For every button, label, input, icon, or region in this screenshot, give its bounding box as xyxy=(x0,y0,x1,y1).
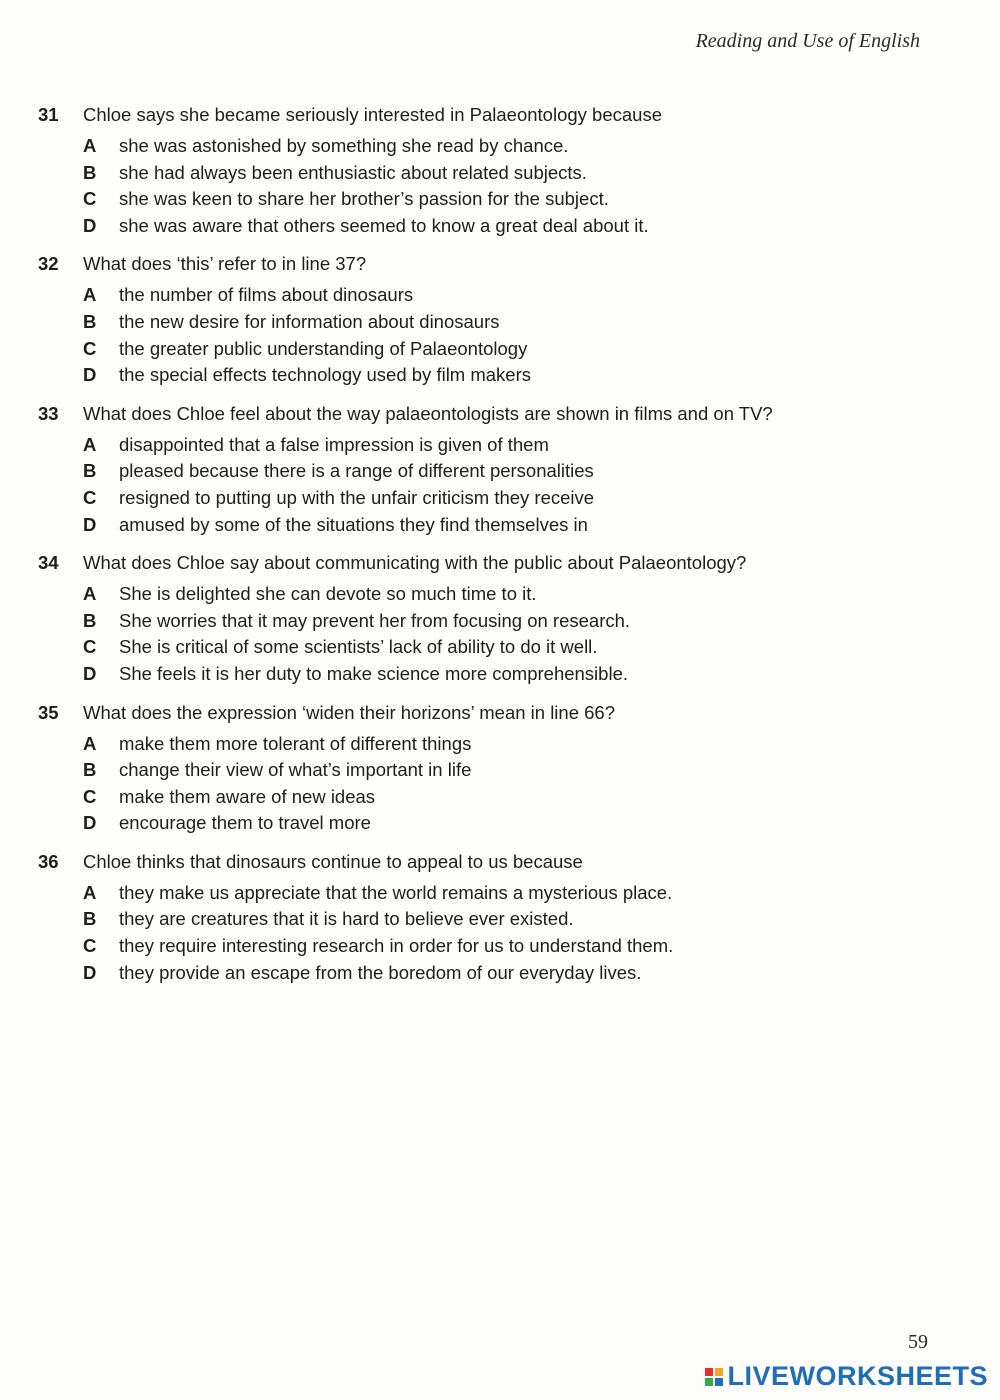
answer-option-c[interactable] xyxy=(83,784,938,811)
question-32 xyxy=(38,251,938,388)
logo-square xyxy=(705,1368,713,1376)
option-text: they make us appreciate that the world remains a mysterious place. xyxy=(119,881,673,903)
answer-options xyxy=(38,880,938,986)
option-text: encourage them to travel more xyxy=(119,812,371,834)
logo-square xyxy=(705,1378,713,1386)
option-letter: A xyxy=(83,284,97,306)
question-33 xyxy=(38,401,938,538)
question-34 xyxy=(38,550,938,687)
question-stem xyxy=(38,102,938,128)
option-text: they provide an escape from the boredom of our everyday lives. xyxy=(119,961,642,983)
liveworksheets-logo-icon xyxy=(705,1368,723,1386)
option-letter: C xyxy=(83,636,97,658)
answer-option-d[interactable] xyxy=(83,213,938,240)
option-letter: A xyxy=(83,135,97,156)
answer-option-b[interactable] xyxy=(83,309,938,336)
option-letter: D xyxy=(83,961,97,983)
option-letter: A xyxy=(83,433,97,455)
question-stem xyxy=(38,401,938,427)
option-text: make them more tolerant of different things xyxy=(119,732,472,754)
option-text: she had always been enthusiastic about related subjects. xyxy=(119,161,587,183)
question-31 xyxy=(38,102,938,239)
answer-option-d[interactable] xyxy=(83,960,938,987)
question-text: What does Chloe say about communicating with the public about Palaeontology? xyxy=(83,552,747,574)
option-letter: C xyxy=(83,785,97,807)
answer-option-c[interactable] xyxy=(83,634,938,661)
option-letter: D xyxy=(83,214,97,236)
logo-square xyxy=(715,1378,723,1386)
answer-option-b[interactable] xyxy=(83,906,938,933)
option-letter: B xyxy=(83,460,97,482)
option-text: the new desire for information about dinosaurs xyxy=(119,310,500,332)
option-letter: B xyxy=(83,310,97,332)
question-stem xyxy=(38,550,938,576)
question-number: 36 xyxy=(38,850,59,872)
answer-options xyxy=(38,581,938,687)
option-text: make them aware of new ideas xyxy=(119,785,376,807)
option-text: she was keen to share her brother’s passion for the subject. xyxy=(119,188,609,210)
option-text: she was aware that others seemed to know a great deal about it. xyxy=(119,214,649,236)
answer-option-d[interactable] xyxy=(83,661,938,688)
answer-option-d[interactable] xyxy=(83,810,938,837)
option-letter: D xyxy=(83,513,97,535)
question-stem xyxy=(38,849,938,875)
option-text: change their view of what’s important in life xyxy=(119,759,472,781)
question-36 xyxy=(38,849,938,986)
answer-option-b[interactable] xyxy=(83,458,938,485)
option-text: resigned to putting up with the unfair criticism they receive xyxy=(119,486,595,508)
answer-option-a[interactable] xyxy=(83,581,938,608)
option-letter: B xyxy=(83,161,97,183)
answer-option-a[interactable] xyxy=(83,731,938,758)
answer-option-c[interactable] xyxy=(83,336,938,363)
option-text: the special effects technology used by film makers xyxy=(119,364,532,386)
option-text: She worries that it may prevent her from focusing on research. xyxy=(119,609,631,631)
brand-name: LIVEWORKSHEETS xyxy=(727,1361,988,1391)
question-text: What does Chloe feel about the way palaeontologists are shown in films and on TV? xyxy=(83,402,773,424)
option-text: the number of films about dinosaurs xyxy=(119,284,414,306)
question-35 xyxy=(38,700,938,837)
option-text: She feels it is her duty to make science more comprehensible. xyxy=(119,662,628,684)
question-number: 35 xyxy=(38,701,59,723)
option-letter: C xyxy=(83,188,97,210)
answer-option-c[interactable] xyxy=(83,485,938,512)
option-letter: C xyxy=(83,935,97,957)
answer-option-d[interactable] xyxy=(83,362,938,389)
question-number: 31 xyxy=(38,104,59,125)
option-text: she was astonished by something she read by chance. xyxy=(119,135,569,156)
question-stem xyxy=(38,251,938,277)
answer-options xyxy=(38,731,938,837)
section-title: Reading and Use of English xyxy=(695,30,920,52)
answer-option-c[interactable] xyxy=(83,186,938,213)
question-number: 33 xyxy=(38,402,59,424)
option-letter: D xyxy=(83,662,97,684)
answer-options xyxy=(38,432,938,538)
option-text: the greater public understanding of Palaeontology xyxy=(119,337,528,359)
option-letter: C xyxy=(83,486,97,508)
question-text: Chloe says she became seriously interested in Palaeontology because xyxy=(83,104,662,125)
option-text: She is delighted she can devote so much time to it. xyxy=(119,583,537,605)
option-text: pleased because there is a range of different personalities xyxy=(119,460,594,482)
question-text: What does ‘this’ refer to in line 37? xyxy=(83,253,367,275)
question-number: 34 xyxy=(38,552,59,574)
question-text: Chloe thinks that dinosaurs continue to appeal to us because xyxy=(83,850,583,872)
option-letter: B xyxy=(83,759,97,781)
answer-option-a[interactable] xyxy=(83,880,938,907)
answer-option-d[interactable] xyxy=(83,512,938,539)
option-text: they are creatures that it is hard to believe ever existed. xyxy=(119,908,574,930)
question-stem xyxy=(38,700,938,726)
option-letter: D xyxy=(83,364,97,386)
question-number: 32 xyxy=(38,253,59,275)
answer-option-a[interactable] xyxy=(83,133,938,160)
answer-option-c[interactable] xyxy=(83,933,938,960)
option-letter: A xyxy=(83,583,97,605)
liveworksheets-brand[interactable] xyxy=(705,1361,988,1392)
answer-option-a[interactable] xyxy=(83,282,938,309)
option-letter: D xyxy=(83,812,97,834)
option-text: She is critical of some scientists’ lack of ability to do it well. xyxy=(119,636,598,658)
answer-option-b[interactable] xyxy=(83,757,938,784)
page-number: 59 xyxy=(908,1331,928,1353)
option-letter: A xyxy=(83,881,97,903)
option-letter: B xyxy=(83,908,97,930)
answer-option-b[interactable] xyxy=(83,160,938,187)
question-list xyxy=(38,102,938,998)
question-text: What does the expression ‘widen their horizons’ mean in line 66? xyxy=(83,701,616,723)
logo-square xyxy=(715,1368,723,1376)
option-text: they require interesting research in order for us to understand them. xyxy=(119,935,674,957)
answer-option-b[interactable] xyxy=(83,608,938,635)
option-letter: A xyxy=(83,732,97,754)
answer-options xyxy=(38,282,938,388)
option-text: disappointed that a false impression is given of them xyxy=(119,433,549,455)
option-letter: B xyxy=(83,609,97,631)
answer-option-a[interactable] xyxy=(83,432,938,459)
option-text: amused by some of the situations they find themselves in xyxy=(119,513,588,535)
option-letter: C xyxy=(83,337,97,359)
answer-options xyxy=(38,133,938,239)
